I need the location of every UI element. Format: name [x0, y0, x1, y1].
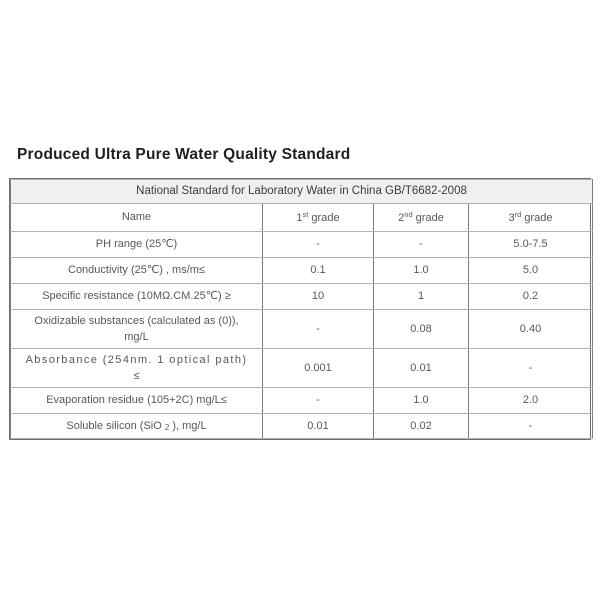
cell-absorbance-grade3: -: [469, 349, 593, 388]
cell-oxidizable-name: [11, 310, 263, 349]
cell-soluble-silicon-grade2: 0.02: [374, 414, 469, 439]
grade1-ordinal: st: [302, 209, 309, 219]
soluble-silicon-pre: Soluble silicon (SiO: [66, 419, 165, 432]
cell-absorbance-name: [11, 349, 263, 388]
cell-evaporation-grade2: 1.0: [374, 388, 469, 414]
absorbance-name-line2: ≤: [133, 369, 140, 382]
cell-soluble-silicon-grade3: -: [469, 414, 593, 439]
column-header-grade-1: [263, 204, 374, 232]
cell-conductivity-grade1: 0.1: [263, 258, 374, 284]
cell-absorbance-grade2: 0.01: [374, 349, 469, 388]
oxidizable-name-line1: Oxidizable substances (calculated as (0)),: [34, 314, 239, 327]
cell-soluble-silicon-name: [11, 414, 263, 439]
grade2-ordinal: nd: [404, 209, 413, 219]
cell-ph-range-grade1: -: [263, 232, 374, 258]
cell-ph-range-grade2: -: [374, 232, 469, 258]
cell-absorbance-grade1: 0.001: [263, 349, 374, 388]
cell-conductivity-grade2: 1.0: [374, 258, 469, 284]
grade1-number: 1: [296, 211, 303, 224]
table-caption: National Standard for Laboratory Water in China GB/T6682-2008: [11, 180, 593, 204]
table-row-oxidizable-substances: [11, 310, 593, 349]
table-row-specific-resistance: [11, 284, 593, 310]
grade3-number: 3: [508, 211, 515, 224]
cell-conductivity-grade3: 5.0: [469, 258, 593, 284]
grade1-word: grade: [308, 211, 340, 224]
column-header-grade-2: [374, 204, 469, 232]
cell-conductivity-name: Conductivity (25℃) , ms/m≤: [11, 258, 263, 284]
cell-evaporation-grade3: 2.0: [469, 388, 593, 414]
cell-oxidizable-grade3: 0.40: [469, 310, 593, 349]
absorbance-name-line1: Absorbance (254nm. 1 optical path): [25, 353, 248, 366]
cell-ph-range-name: PH range (25℃): [11, 232, 263, 258]
table-caption-row: [11, 180, 593, 204]
cell-ph-range-grade3: 5.0-7.5: [469, 232, 593, 258]
grade2-word: grade: [412, 211, 444, 224]
soluble-silicon-post: ), mg/L: [169, 419, 207, 432]
cell-specific-resistance-grade2: 1: [374, 284, 469, 310]
cell-soluble-silicon-grade1: 0.01: [263, 414, 374, 439]
cell-evaporation-grade1: -: [263, 388, 374, 414]
page-title: Produced Ultra Pure Water Quality Standard: [17, 146, 351, 163]
table-row-ph-range: [11, 232, 593, 258]
cell-evaporation-name: Evaporation residue (105+2C) mg/L≤: [11, 388, 263, 414]
soluble-silicon-subscript: 2: [164, 422, 170, 432]
table-row-soluble-silicon: [11, 414, 593, 439]
grade3-ordinal: rd: [514, 209, 522, 219]
table-row-evaporation-residue: [11, 388, 593, 414]
table-row-absorbance: [11, 349, 593, 388]
column-header-row: [11, 204, 593, 232]
cell-specific-resistance-grade1: 10: [263, 284, 374, 310]
cell-oxidizable-grade2: 0.08: [374, 310, 469, 349]
column-header-grade-3: [469, 204, 593, 232]
grade2-number: 2: [398, 211, 405, 224]
table-row-conductivity: [11, 258, 593, 284]
cell-specific-resistance-name: Specific resistance (10MΩ.CM.25℃) ≥: [11, 284, 263, 310]
cell-oxidizable-grade1: -: [263, 310, 374, 349]
cell-specific-resistance-grade3: 0.2: [469, 284, 593, 310]
water-quality-table: [9, 178, 591, 440]
standard-table: [10, 179, 593, 439]
grade3-word: grade: [521, 211, 553, 224]
column-header-name: Name: [11, 204, 263, 232]
oxidizable-name-line2: mg/L: [124, 330, 149, 343]
